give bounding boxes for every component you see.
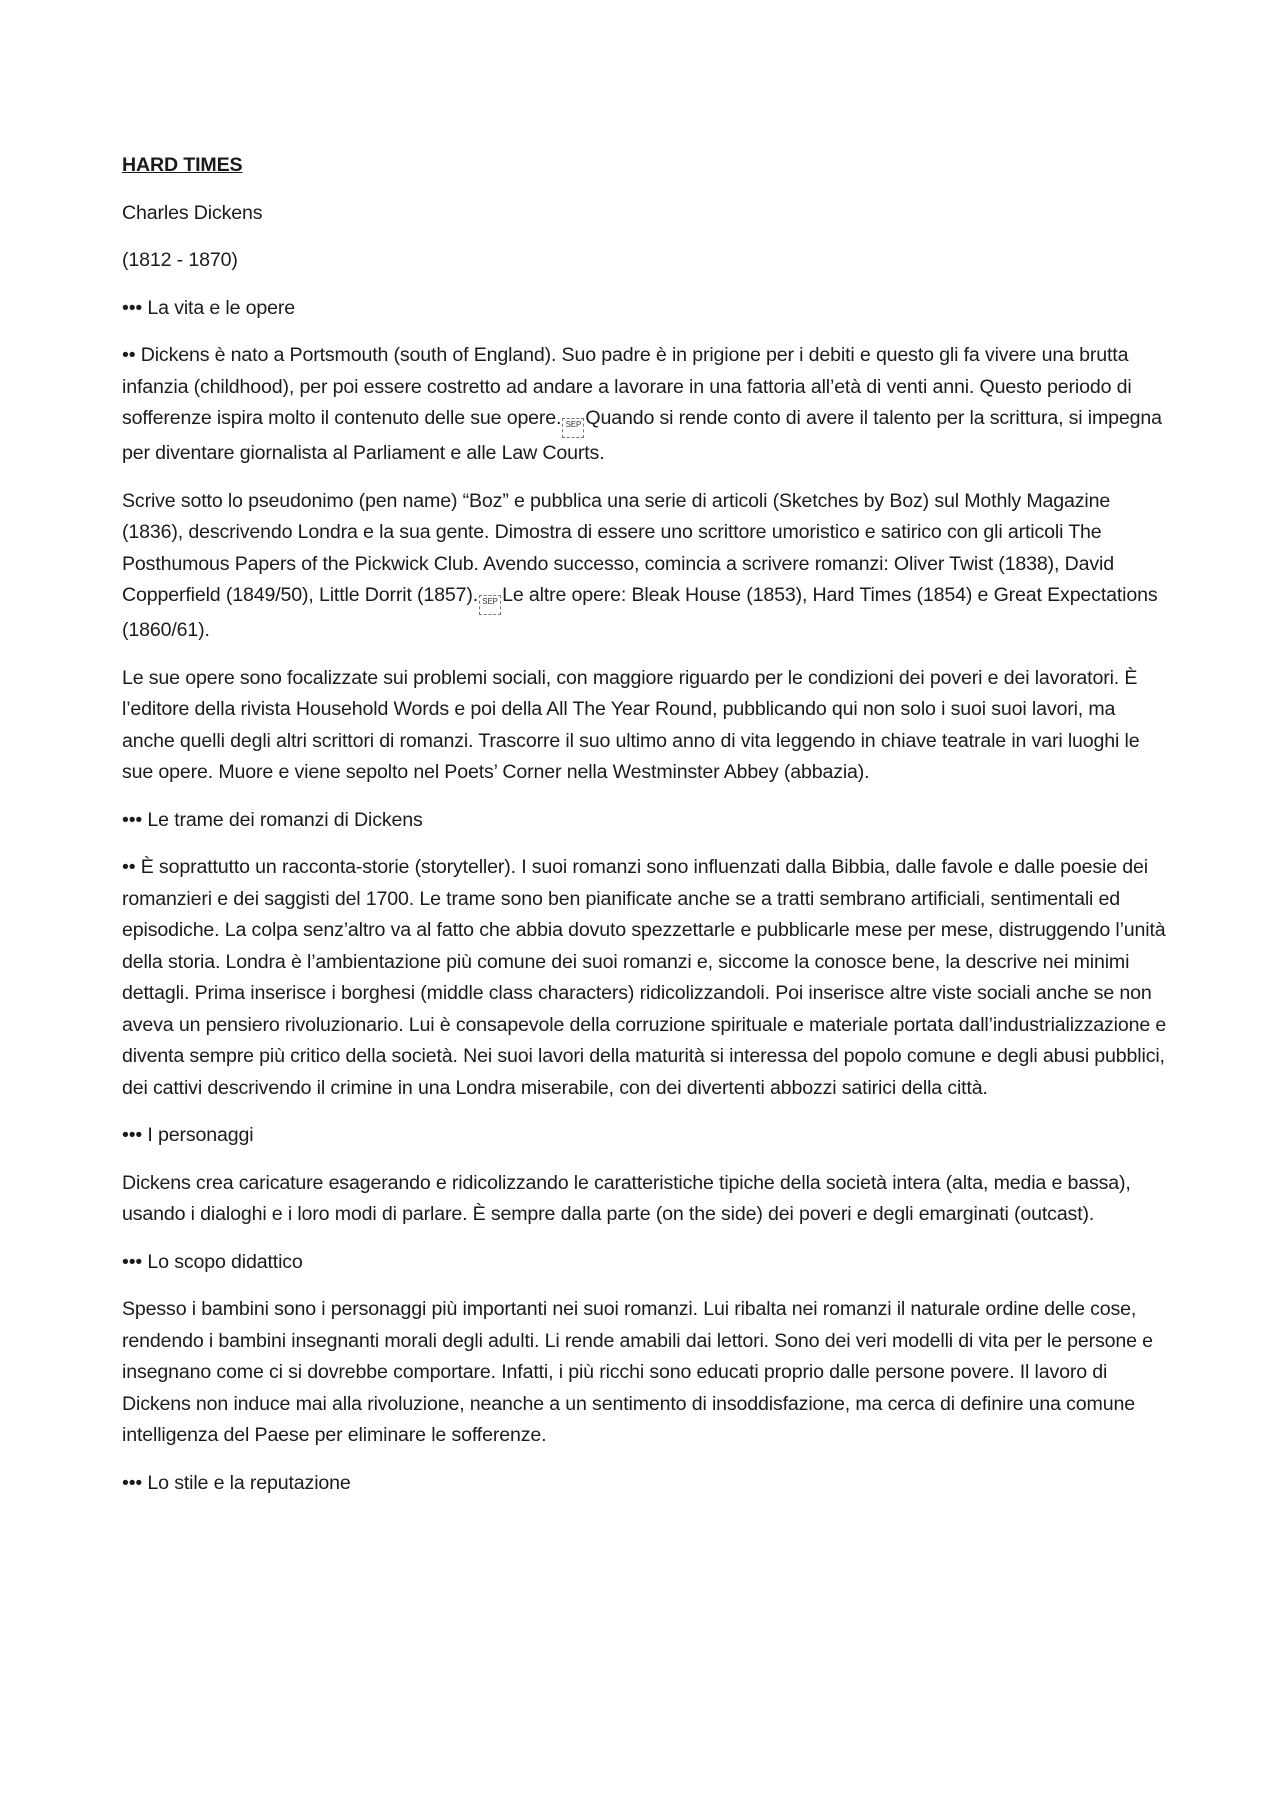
author-name: Charles Dickens — [122, 201, 263, 224]
separator-glyph — [562, 418, 584, 438]
author-dates: (1812 - 1870) — [122, 249, 238, 271]
section-heading-personaggi: ••• I personaggi — [122, 1124, 254, 1146]
separator-glyph-label: SEP — [482, 597, 498, 606]
paragraph-text: Le altre opere: Bleak House (1853), Hard Times (1854) e Great Expectations (1860/61). — [122, 584, 1158, 641]
paragraph-text: Scrive sotto lo pseudonimo (pen name) “Boz” e pubblica una serie di articoli (Sketches by Boz) sul Mothly Magazine (1836), descrivendo Londra e la sua gente. Dimostra di essere uno scrittore umoristico e satirico con gli articoli The Posthumous Papers of the Pickwick Club. Avendo successo, comincia a scrivere romanzi: Oliver Twist (1838), David Copperfield (1849/50), Little Dorrit (1857). — [122, 489, 1114, 606]
section-heading-stile: ••• Lo stile e la reputazione — [122, 1471, 351, 1494]
paragraph-text: •• Dickens è nato a Portsmouth (south of England). Suo padre è in prigione per i debiti e questo gli fa vivere una brutta infanzia (childhood), per poi essere costretto ad andare a lavorare in una fattoria all’età di venti anni. Questo periodo di sofferenze ispira molto il contenuto delle sue opere. — [122, 344, 1132, 429]
paragraph-vita-1 — [122, 340, 1172, 470]
section-heading-scopo: ••• Lo scopo didattico — [122, 1250, 303, 1273]
paragraph-trame: •• È soprattutto un racconta-storie (storyteller). I suoi romanzi sono influenzati dalla Bibbia, dalle favole e dalle poesie dei romanzieri e dei saggisti del 1700. Le trame sono ben pianificate anche se a tratti sembrano artificiali, sentimentali ed episodiche. La colpa senz’altro va al fatto che abbia dovuto spezzettarle e pubblicarle mese per mese, distruggendo l’unità della storia. Londra è l’ambientazione più comune dei suoi romanzi e, siccome la conosce bene, la descrive nei minimi dettagli. Prima inserisce i borghesi (middle class characters) ridicolizzandoli. Poi inserisce altre viste sociali anche se non aveva un pensiero rivoluzionario. Lui è consapevole della corruzione spirituale e materiale portata dall’industrializzazione e diventa sempre più critico della società. Nei suoi lavori della maturità si interessa del popolo comune e degli abusi pubblici, dei cattivi descrivendo il crimine in una Londra miserabile, con dei divertenti abbozzi satirici della città. — [122, 856, 1167, 1099]
paragraph-text: Quando si rende conto di avere il talento per la scrittura, si impegna per diventare giornalista al Parliament e alle Law Courts. — [122, 407, 1162, 464]
separator-glyph-label: SEP — [565, 420, 582, 429]
paragraph-scopo: Spesso i bambini sono i personaggi più importanti nei suoi romanzi. Lui ribalta nei romanzi il naturale ordine delle cose, rendendo i bambini insegnanti morali degli adulti. Li rende amabili dai lettori. Sono dei veri modelli di vita per le persone e insegnano come ci si dovrebbe comportare. Infatti, i più ricchi sono educati proprio dalle persone povere. Il lavoro di Dickens non induce mai alla rivoluzione, neanche a un sentimento di insoddisfazione, ma cerca di definire una comune intelligenza del Paese per eliminare le sofferenze. — [122, 1298, 1153, 1446]
paragraph-vita-2 — [122, 486, 1172, 647]
separator-glyph — [479, 595, 501, 615]
section-heading-vita: ••• La vita e le opere — [122, 296, 296, 319]
section-heading-trame: ••• Le trame dei romanzi di Dickens — [122, 808, 423, 831]
paragraph-personaggi: Dickens crea caricature esagerando e ridicolizzando le caratteristiche tipiche della società intera (alta, media e bassa), usando i dialoghi e i loro modi di parlare. È sempre dalla parte (on the side) dei poveri e degli emarginati (outcast). — [122, 1171, 1131, 1225]
paragraph-vita-3: Le sue opere sono focalizzate sui problemi sociali, con maggiore riguardo per le condizioni dei poveri e dei lavoratori. È l’editore della rivista Household Words e poi della All The Year Round, pubblicando qui non solo i suoi suoi lavori, ma anche quelli degli altri scrittori di romanzi. Trascorre il suo ultimo anno di vita leggendo in chiave teatrale in vari luoghi le sue opere. Muore e viene sepolto nel Poets’ Corner nella Westminster Abbey (abbazia). — [122, 666, 1140, 783]
document-title: HARD TIMES — [122, 154, 243, 176]
document-page — [122, 150, 1172, 1515]
